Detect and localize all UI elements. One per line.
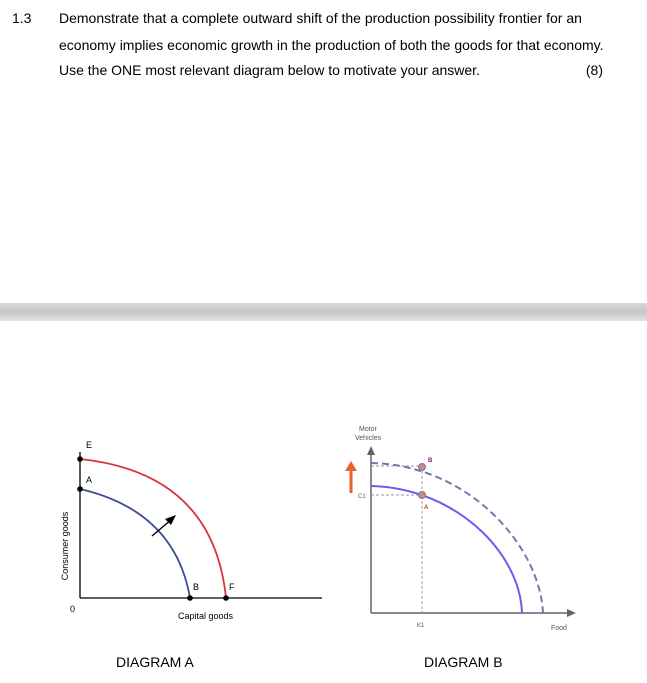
diagram-a-point-e [77,456,83,462]
question-line-1: Demonstrate that a complete outward shift of the production possibility frontier for an [59,10,582,26]
diagram-b-caption: DIAGRAM B [424,654,503,670]
diagram-b-c1-label: C1 [358,494,366,500]
diagram-a-y-axis-label: Consumer goods [60,511,70,581]
diagram-a-label-e: E [86,440,93,450]
axis-arrow-right-icon [567,609,576,617]
diagram-b-k1-label: K1 [417,623,425,629]
question-line-3: Use the ONE most relevant diagram below to motivate your answer. [59,62,480,78]
question-line-2: economy implies economic growth in the production of both the goods for that economy. [59,37,604,53]
diagram-b-point-b [419,464,426,471]
diagram-a-x-axis-label: Capital goods [178,611,234,621]
diagram-a-caption: DIAGRAM A [116,654,194,670]
diagram-b-shifted-ppf-curve [371,463,543,613]
axis-arrow-up-icon [367,446,375,455]
arrow-up-icon [345,461,357,471]
diagram-b-ppf-curve [371,486,522,613]
diagram-a-origin-label: 0 [70,604,76,614]
diagram-a-label-f: F [229,582,235,592]
diagram-b-y-label-line1: Motor [359,426,377,433]
diagram-a-original-ppf-curve [80,489,190,598]
diagram-b-label-b: B [428,458,433,464]
diagram-b-point-a [419,492,426,499]
diagram-a-new-ppf-curve [80,459,226,598]
diagram-a-point-b [187,595,193,601]
diagram-a-label-a: A [86,475,93,485]
diagram-b-label-a: A [424,505,429,511]
question-number: 1.3 [12,10,32,26]
diagram-a-label-b: B [193,582,200,592]
diagram-a-point-a [77,486,83,492]
diagram-b [345,426,576,632]
diagram-a-point-f [223,595,229,601]
diagram-b-y-label-line2: Vehicles [355,435,382,442]
diagram-a [60,440,322,621]
diagram-b-x-axis-label: Food [551,625,567,632]
question-marks: (8) [585,62,603,78]
